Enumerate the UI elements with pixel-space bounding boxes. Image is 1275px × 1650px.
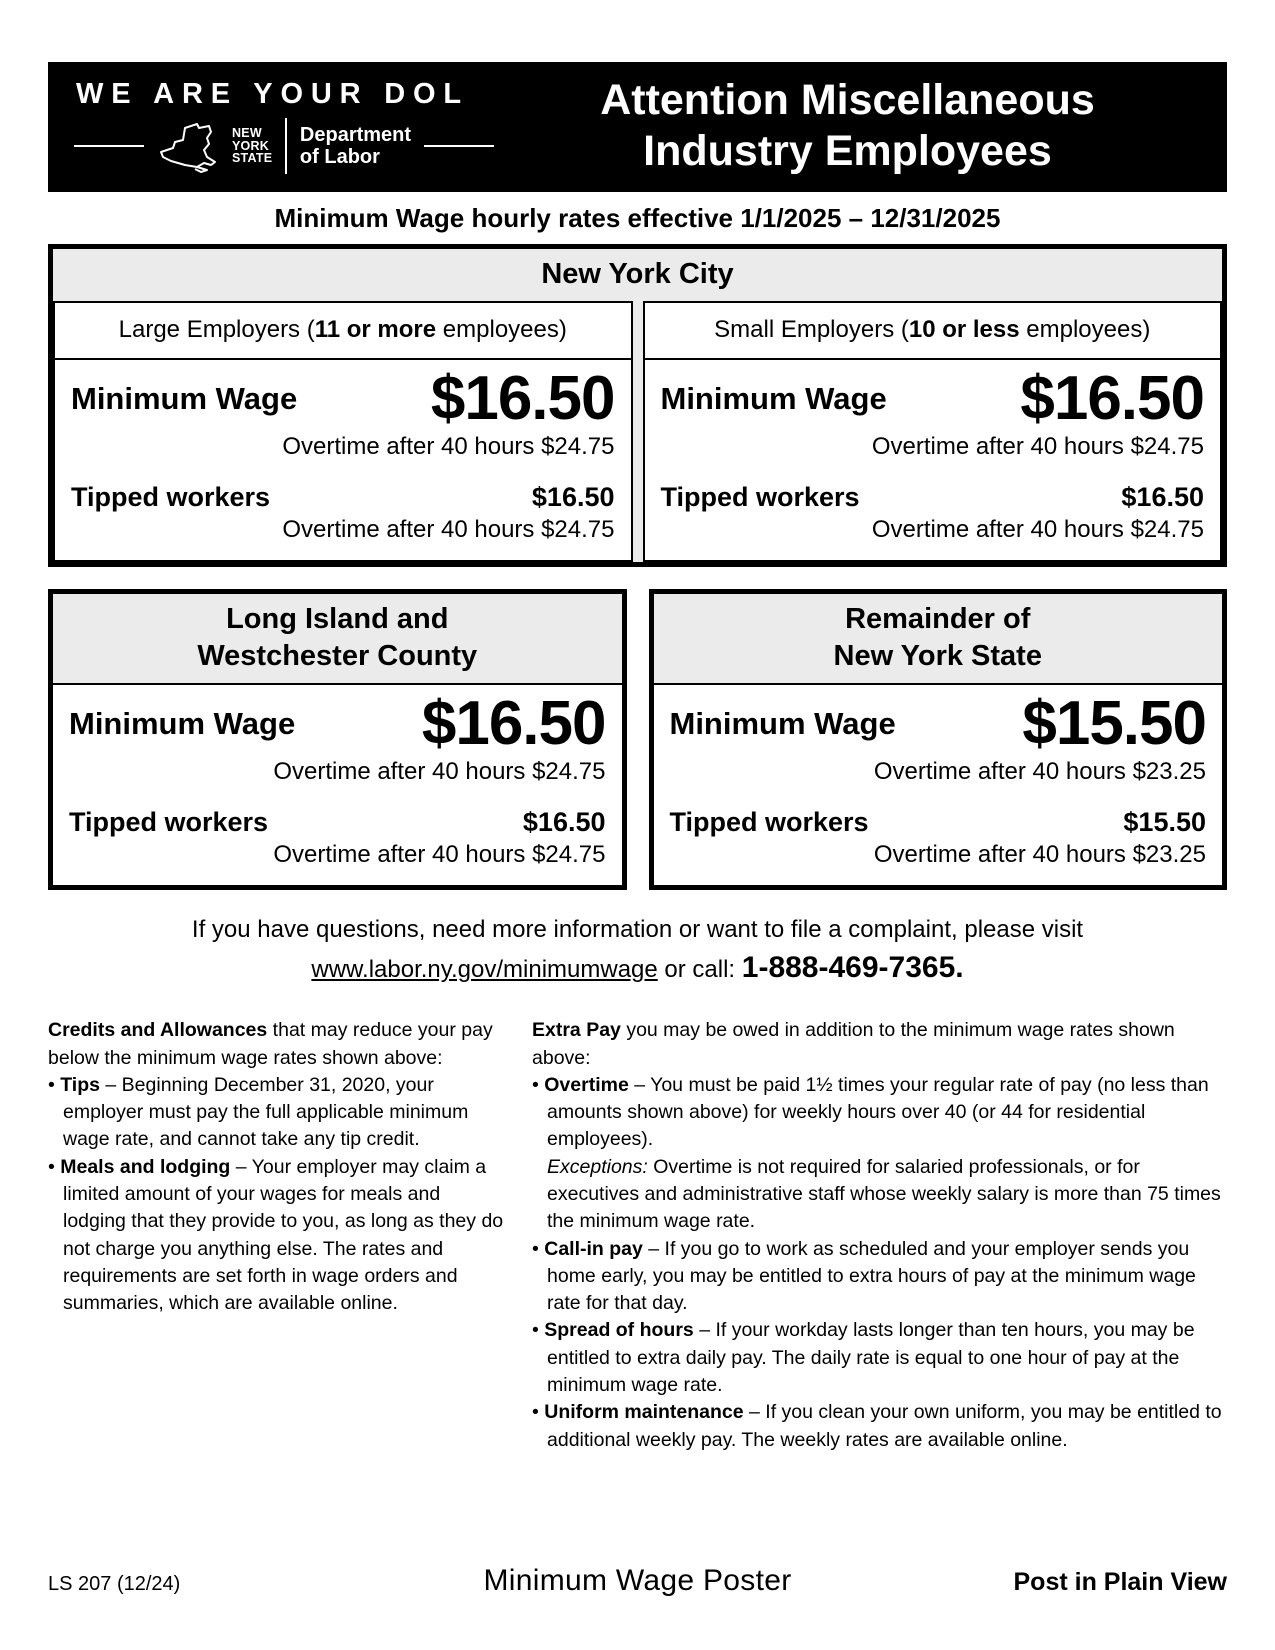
call-in-pay-bullet-text: – If you go to work as scheduled and your employer sends you home early, you may be entitled to extra hours of pay at the minimum wage rate for that day. xyxy=(547,1237,1196,1315)
tipped-overtime-rate-line: Overtime after 40 hours $24.75 xyxy=(282,516,615,543)
tipped-workers-row xyxy=(69,807,606,838)
tipped-workers-label: Tipped workers xyxy=(669,807,869,838)
overtime-bullet xyxy=(532,1072,1227,1236)
nyc-panels xyxy=(53,301,1222,562)
credits-heading-bold: Credits and Allowances xyxy=(48,1019,268,1042)
tipped-workers-label: Tipped workers xyxy=(660,482,860,512)
call-in-pay-bullet-term: Call-in pay xyxy=(544,1237,643,1260)
new-york-state-map-icon xyxy=(157,119,219,173)
credits-and-allowances-column xyxy=(48,1017,506,1454)
contact-section xyxy=(48,916,1227,985)
overtime-bullet-text: – You must be paid 1½ times your regular rate of pay (no less than amounts shown above) for weekly hours over 40 (or 44 for residential employees). xyxy=(547,1073,1209,1151)
call-in-pay-bullet xyxy=(532,1236,1227,1318)
tips-bullet xyxy=(48,1072,506,1154)
uniform-maintenance-bullet-term: Uniform maintenance xyxy=(544,1401,744,1424)
long-island-westchester-wages xyxy=(53,685,622,885)
region-title-line1: Remainder of xyxy=(845,603,1031,635)
poster-title-line1: Attention Miscellaneous xyxy=(600,76,1095,125)
tipped-workers-value: $16.50 xyxy=(522,807,606,838)
uniform-maintenance-bullet-text: – If you clean your own uniform, you may be entitled to additional weekly pay. The weekly rates are available online. xyxy=(547,1401,1222,1451)
tipped-workers-label: Tipped workers xyxy=(71,482,271,512)
small-employers-wages xyxy=(645,360,1221,560)
extra-pay-heading xyxy=(532,1017,1227,1072)
meals-lodging-bullet-text: – Your employer may claim a limited amount of your wages for meals and lodging that they provide to you, as long as they do not charge you anything else. The rates and requirements are set forth in wage orders and summaries, which are available online. xyxy=(63,1155,504,1315)
tipped-overtime-rate-line: Overtime after 40 hours $24.75 xyxy=(871,516,1204,543)
department-of-labor-wordmark xyxy=(300,124,411,169)
post-in-plain-view-label: Post in Plain View xyxy=(1013,1568,1227,1596)
dept-word-department: Department xyxy=(299,123,412,146)
overtime-bullet-term: Overtime xyxy=(544,1073,629,1096)
large-employers-heading xyxy=(55,303,631,360)
large-employers-heading-post: employees) xyxy=(436,316,567,343)
nys-word-state: STATE xyxy=(231,151,273,166)
tipped-overtime-rate-line: Overtime after 40 hours $24.75 xyxy=(273,841,606,869)
bullet-marker: • xyxy=(48,1155,61,1178)
minimum-wage-row xyxy=(669,689,1207,759)
exceptions-label: Exceptions: xyxy=(547,1155,648,1178)
minimum-wage-row xyxy=(69,689,606,759)
overtime-rate-line: Overtime after 40 hours $24.75 xyxy=(871,433,1204,460)
long-island-westchester-box xyxy=(48,589,627,890)
spread-of-hours-bullet-text: – If your workday lasts longer than ten hours, you may be entitled to extra daily pay. The daily rate is equal to one hour of pay at the minimum wage rate. xyxy=(547,1319,1195,1397)
bullet-marker: • xyxy=(532,1401,545,1424)
bullet-marker: • xyxy=(48,1073,61,1096)
minimum-wage-label: Minimum Wage xyxy=(71,381,298,416)
header-banner xyxy=(48,62,1227,192)
tips-bullet-term: Tips xyxy=(60,1073,100,1096)
minimum-wage-url-link[interactable]: www.labor.ny.gov/minimumwage xyxy=(311,956,658,984)
poster-type-label: Minimum Wage Poster xyxy=(483,1564,792,1597)
effective-dates-subtitle: Minimum Wage hourly rates effective 1/1/2025 – 12/31/2025 xyxy=(274,203,1001,233)
divider-line-left xyxy=(74,145,144,147)
region-title-line1: Long Island and xyxy=(226,603,449,635)
dept-word-of-labor: of Labor xyxy=(299,146,380,168)
large-employers-wages xyxy=(55,360,631,560)
minimum-wage-row xyxy=(71,364,615,433)
extra-pay-heading-bold: Extra Pay xyxy=(532,1019,621,1042)
minimum-wage-value: $15.50 xyxy=(1022,689,1206,759)
nyc-wage-box xyxy=(48,244,1227,567)
minimum-wage-value: $16.50 xyxy=(421,689,606,759)
nys-wordmark xyxy=(232,127,272,165)
divider-line-right xyxy=(424,145,494,147)
nys-dol-logo xyxy=(74,118,494,174)
tipped-overtime-rate-line: Overtime after 40 hours $23.25 xyxy=(873,841,1206,869)
uniform-maintenance-bullet xyxy=(532,1399,1227,1454)
form-number: LS 207 (12/24) xyxy=(48,1573,181,1595)
poster-title xyxy=(494,75,1201,176)
exceptions-text: Overtime is not required for salaried professionals, or for executives and administrative staff whose weekly salary is more than 75 times the minimum wage rate. xyxy=(547,1155,1221,1233)
region-title-line2: Westchester County xyxy=(197,640,478,673)
large-employers-panel xyxy=(53,301,633,562)
contact-instructions: If you have questions, need more information or want to file a complaint, please visit xyxy=(191,916,1084,944)
bullet-marker: • xyxy=(532,1073,545,1096)
tipped-workers-label: Tipped workers xyxy=(69,807,269,838)
nys-word-york: YORK xyxy=(231,138,270,153)
nyc-box-title: New York City xyxy=(53,249,1222,301)
region-boxes-row xyxy=(48,589,1227,890)
poster-title-line2: Industry Employees xyxy=(643,127,1052,175)
small-employers-heading-bold: 10 or less xyxy=(908,316,1020,343)
remainder-of-nys-wages xyxy=(654,685,1223,885)
extra-pay-heading-rest: you may be owed in addition to the minimum wage rates shown above: xyxy=(532,1019,1175,1069)
spread-of-hours-bullet xyxy=(532,1317,1227,1399)
tipped-workers-value: $16.50 xyxy=(531,482,615,512)
meals-lodging-bullet xyxy=(48,1154,506,1318)
overtime-rate-line: Overtime after 40 hours $24.75 xyxy=(273,758,606,786)
tipped-workers-value: $16.50 xyxy=(1121,482,1204,512)
credits-heading xyxy=(48,1017,506,1072)
minimum-wage-value: $16.50 xyxy=(430,364,615,433)
spread-of-hours-bullet-term: Spread of hours xyxy=(544,1319,694,1342)
small-employers-panel xyxy=(643,301,1223,562)
nys-word-new: NEW xyxy=(231,125,262,140)
remainder-of-nys-box xyxy=(649,589,1228,890)
extra-pay-column xyxy=(532,1017,1227,1454)
region-title-line2: New York State xyxy=(833,640,1042,673)
dol-tagline: WE ARE YOUR DOL xyxy=(76,78,469,110)
large-employers-heading-pre: Large Employers ( xyxy=(118,316,315,343)
dol-branding xyxy=(74,78,494,174)
remainder-of-nys-title xyxy=(654,594,1223,685)
tips-bullet-text: – Beginning December 31, 2020, your employer must pay the full applicable minimum wage rate, and cannot take any tip credit. xyxy=(63,1073,469,1151)
credits-heading-rest: that may reduce your pay below the minimum wage rates shown above: xyxy=(48,1019,493,1069)
overtime-rate-line: Overtime after 40 hours $23.25 xyxy=(873,758,1206,786)
contact-link-line xyxy=(48,951,1227,985)
small-employers-heading-pre: Small Employers ( xyxy=(714,316,909,343)
bullet-marker: • xyxy=(532,1319,545,1342)
overtime-rate-line: Overtime after 40 hours $24.75 xyxy=(282,433,615,460)
tipped-workers-row xyxy=(670,807,1207,838)
tipped-workers-row xyxy=(661,482,1205,513)
small-employers-heading-post: employees) xyxy=(1019,316,1151,343)
minimum-wage-row xyxy=(660,364,1205,433)
overtime-exceptions xyxy=(547,1154,1227,1236)
info-columns xyxy=(48,1017,1227,1454)
or-call-text: or call: xyxy=(657,956,742,984)
minimum-wage-label: Minimum Wage xyxy=(660,381,887,416)
large-employers-heading-bold: 11 or more xyxy=(314,316,437,343)
long-island-westchester-title xyxy=(53,594,622,685)
minimum-wage-value: $16.50 xyxy=(1020,364,1204,433)
tipped-workers-row xyxy=(71,482,615,513)
tipped-workers-value: $15.50 xyxy=(1123,807,1206,838)
meals-lodging-bullet-term: Meals and lodging xyxy=(60,1155,231,1178)
logo-vertical-divider xyxy=(285,118,287,174)
minimum-wage-label: Minimum Wage xyxy=(669,706,896,742)
minimum-wage-label: Minimum Wage xyxy=(69,706,296,742)
footer xyxy=(48,1564,1227,1598)
small-employers-heading xyxy=(645,303,1221,360)
bullet-marker: • xyxy=(532,1237,545,1260)
phone-number: 1-888-469-7365. xyxy=(741,951,964,985)
